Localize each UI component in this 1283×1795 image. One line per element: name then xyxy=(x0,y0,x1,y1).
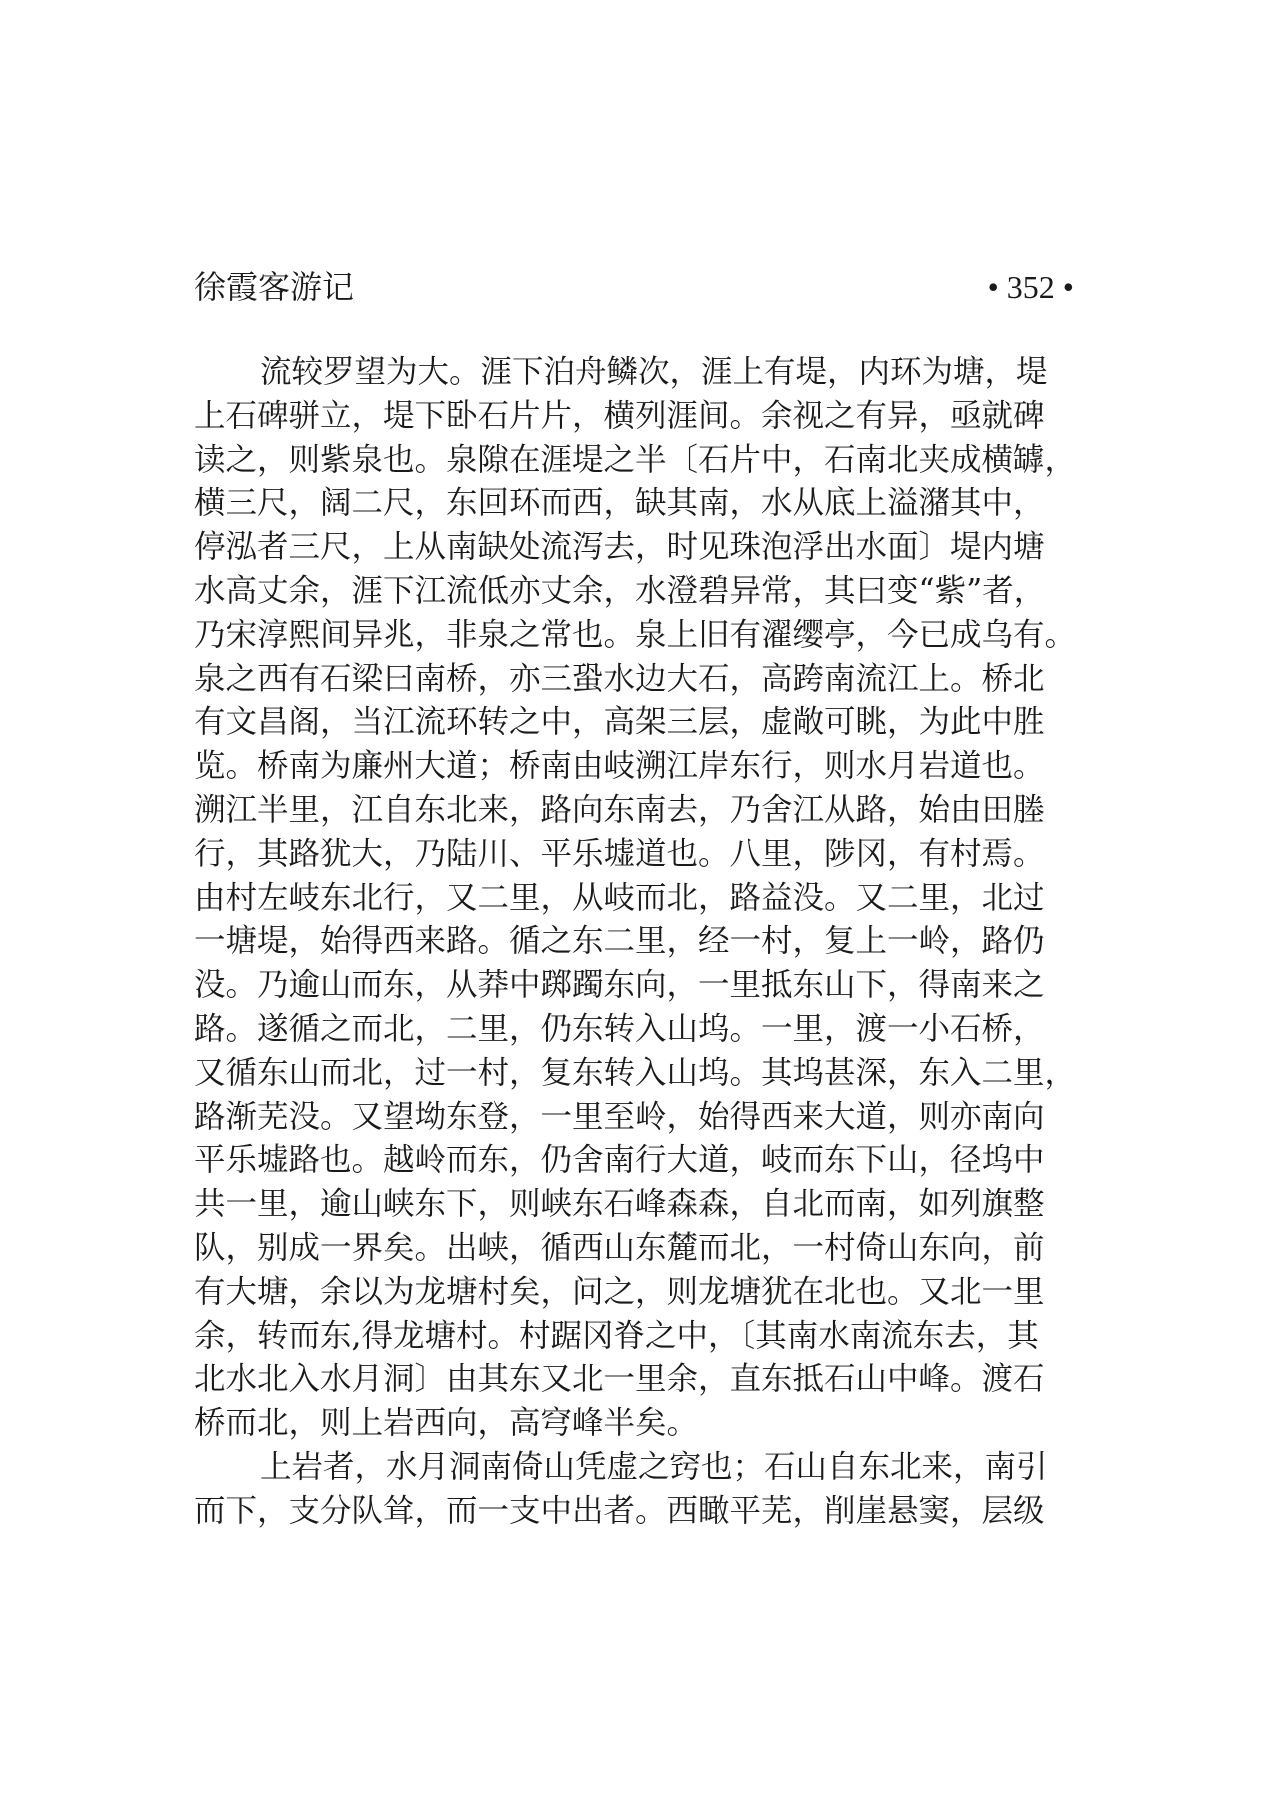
text-line: 而下，支分队耸，而一支中出者。西瞰平芜，削崖悬窦，层级 xyxy=(194,1492,1045,1529)
text-line: 有大塘，余以为龙塘村矣，问之，则龙塘犹在北也。又北一里 xyxy=(194,1273,1045,1310)
text-line: 由村左岐东北行，又二里，从岐而北，路益没。又二里，北过 xyxy=(194,879,1045,916)
text-line: 北水北入水月洞〕由其东又北一里余，直东抵石山中峰。渡石 xyxy=(194,1361,1045,1398)
text-line: 水高丈余，涯下江流低亦丈余，水澄碧异常，其曰变“紫”者， xyxy=(194,572,1046,609)
text-line: 行，其路犹大，乃陆川、平乐墟道也。八里，陟冈，有村焉。 xyxy=(194,835,1045,872)
book-title: 徐霞客游记 xyxy=(194,268,355,306)
text-line: 有文昌阁，当江流环转之中，高架三层，虚敞可眺，为此中胜 xyxy=(194,704,1045,741)
text-line: 路渐芜没。又望坳东登，一里至岭，始得西来大道，则亦南向 xyxy=(194,1098,1045,1135)
running-head xyxy=(194,262,1074,312)
text-line: 流较罗望为大。涯下泊舟鳞次，涯上有堤，内环为塘，堤 xyxy=(260,354,1048,390)
text-line: 溯江半里，江自东北来，路向东南去，乃舍江从路，始由田塍 xyxy=(194,791,1045,828)
text-line: 平乐墟路也。越岭而东，仍舍南行大道，岐而东下山，径坞中 xyxy=(194,1142,1045,1179)
text-line: 览。桥南为廉州大道；桥南由岐溯江岸东行，则水月岩道也。 xyxy=(194,748,1045,785)
text-line: 队，别成一界矣。出峡，循西山东麓而北，一村倚山东向，前 xyxy=(194,1229,1045,1266)
text-line: 路。遂循之而北，二里，仍东转入山坞。一里，渡一小石桥， xyxy=(194,1010,1045,1047)
text-line: 泉之西有石梁曰南桥，亦三蛩水边大石，高跨南流江上。桥北 xyxy=(194,660,1045,697)
text-line: 余，转而东,得龙塘村。村踞冈脊之中，〔其南水南流东去，其 xyxy=(194,1317,1039,1354)
text-line: 乃宋淳熙间异兆，非泉之常也。泉上旧有濯缨亭，今已成乌有。 xyxy=(194,616,1077,653)
page-number: • 352 • xyxy=(987,269,1074,305)
text-line: 上岩者，水月洞南倚山凭虚之窍也；石山自东北来，南引 xyxy=(260,1448,1048,1485)
text-line: 停泓者三尺，上从南缺处流泻去，时见珠泡浮出水面〕堤内塘 xyxy=(194,529,1045,566)
text-line: 横三尺，阔二尺，东回环而西，缺其南，水从底上溢潴其中， xyxy=(194,485,1045,522)
text-line: 没。乃逾山而东，从莽中踯躅东向，一里抵东山下，得南来之 xyxy=(194,967,1045,1004)
body-text xyxy=(194,351,1094,1534)
text-line: 上石碑骈立，堤下卧石片片，横列涯间。余视之有异，亟就碑 xyxy=(194,397,1045,434)
text-line: 读之，则紫泉也。泉隙在涯堤之半〔石片中，石南北夹成横罅， xyxy=(194,441,1077,478)
text-line: 又循东山而北，过一村，复东转入山坞。其坞甚深，东入二里， xyxy=(194,1054,1077,1091)
text-line: 桥而北，则上岩西向，高穹峰半矣。 xyxy=(194,1405,699,1442)
text-line: 一塘堤，始得西来路。循之东二里，经一村，复上一岭，路仍 xyxy=(194,923,1045,960)
text-line: 共一里，逾山峡东下，则峡东石峰森森，自北而南，如列旗整 xyxy=(194,1186,1045,1223)
